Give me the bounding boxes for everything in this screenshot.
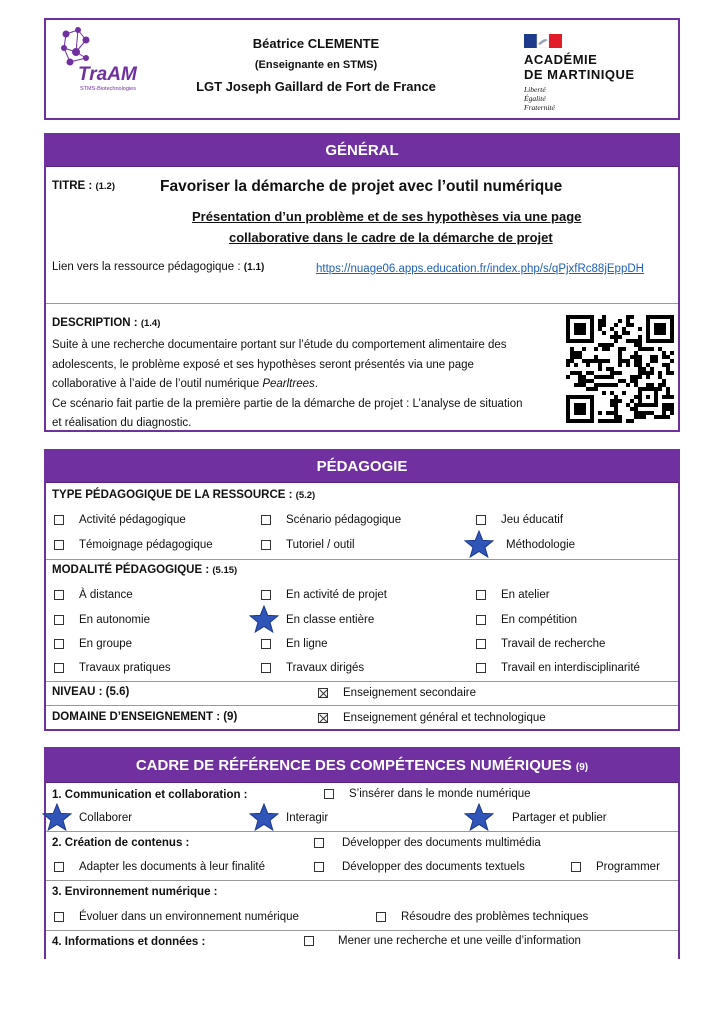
academy-logo — [524, 34, 664, 114]
modalite-competition[interactable]: En compétition — [476, 614, 486, 626]
description-text — [52, 336, 562, 434]
checked-checkbox[interactable] — [318, 688, 328, 698]
c2-programmer[interactable]: Programmer — [571, 861, 581, 873]
modalite-ligne[interactable]: En ligne — [261, 638, 271, 650]
type-label-wrap — [52, 489, 315, 501]
modalite-atelier[interactable]: En atelier — [476, 589, 486, 601]
c3-evoluer[interactable]: Évoluer dans un environnement numérique — [54, 911, 64, 923]
divider — [46, 303, 678, 304]
modalite-interdisciplinarite[interactable]: Travail en interdisciplinarité — [476, 662, 486, 674]
titre-code: (1.2) — [95, 181, 115, 192]
modalite-label-wrap — [52, 564, 237, 576]
resource-subtitle-1: Présentation d’un problème et de ses hypothèses via une page — [192, 209, 582, 224]
modalite-autonomie[interactable]: En autonomie — [54, 614, 64, 626]
c3-resoudre[interactable]: Résoudre des problèmes techniques — [376, 911, 386, 923]
logo-text: TraAM — [78, 64, 137, 85]
description-line-5: et réalisation du diagnostic. — [52, 417, 192, 429]
modalite-distance[interactable]: À distance — [54, 589, 64, 601]
pearltrees-name: Pearltrees — [262, 378, 315, 390]
academy-line1: ACADÉMIE — [524, 52, 598, 67]
type-activite[interactable]: Activité pédagogique — [54, 514, 64, 526]
academy-line2: DE MARTINIQUE — [524, 67, 635, 82]
c3-label: 3. Environnement numérique : — [52, 886, 218, 898]
resource-subtitle-2: collaborative dans le cadre de la démarche de projet — [229, 230, 553, 245]
author-name: Béatrice CLEMENTE — [252, 36, 380, 51]
type-code: (5.2) — [295, 490, 316, 501]
checkbox[interactable] — [261, 515, 271, 525]
pedagogie-section-title: PÉDAGOGIE — [46, 451, 678, 483]
c2-label: 2. Création de contenus : — [52, 837, 190, 849]
modalite-label: MODALITÉ PÉDAGOGIQUE : — [52, 564, 210, 576]
description-line-4: Ce scénario fait partie de la première partie de la démarche de projet : L’analyse de situation — [52, 397, 523, 410]
checkbox[interactable] — [476, 515, 486, 525]
description-label-wrap — [52, 317, 160, 329]
competences-section: CADRE DE RÉFÉRENCE DES COMPÉTENCES NUMÉRIQUES (9) 1. Communication et collaboration : S’insérer dans le monde numérique Collaborer Interagir Partager et publier 2. Création de contenus : Développer des documents multimédia Adapter les documents à leur finalité Développer des documents textuels Programmer 3. Environnement numérique : Évoluer dans un environnement numérique Résoudre des problèmes techniques 4. Informations et données : Mener une recherche et une veille d’information — [44, 747, 680, 959]
modalite-td[interactable]: Travaux dirigés — [261, 662, 271, 674]
type-label: TYPE PÉDAGOGIQUE DE LA RESSOURCE : — [52, 489, 293, 501]
motto-3: Fraternité — [524, 103, 555, 112]
divider — [46, 559, 678, 560]
resource-link[interactable]: https://nuage06.apps.education.fr/index.php/s/qPjxfRc88jEppDH — [316, 263, 644, 275]
c2-adapter[interactable]: Adapter les documents à leur finalité — [54, 861, 64, 873]
c1-label: 1. Communication et collaboration : — [52, 789, 248, 801]
divider — [46, 930, 678, 931]
type-temoignage[interactable]: Témoignage pédagogique — [54, 539, 64, 551]
author-block — [196, 36, 436, 94]
competences-code: (9) — [575, 762, 589, 773]
modalite-groupe[interactable]: En groupe — [54, 638, 64, 650]
general-section — [44, 133, 680, 432]
divider — [46, 831, 678, 832]
checkbox[interactable] — [54, 540, 64, 550]
checkbox[interactable] — [261, 540, 271, 550]
description-code: (1.4) — [140, 318, 161, 329]
description-label: DESCRIPTION : — [52, 317, 138, 329]
c2-multimedia[interactable]: Développer des documents multimédia — [314, 837, 324, 849]
c4-label: 4. Informations et données : — [52, 936, 206, 948]
c2-textuels[interactable]: Développer des documents textuels — [314, 861, 324, 873]
author-role: (Enseignante en STMS) — [254, 59, 378, 71]
modalite-tp[interactable]: Travaux pratiques — [54, 662, 64, 674]
modalite-projet[interactable]: En activité de projet — [261, 589, 271, 601]
divider — [46, 705, 678, 706]
description-line-3: collaborative à l’aide de l’outil numérique Pearltrees. — [52, 378, 318, 390]
pedagogie-section: PÉDAGOGIE TYPE PÉDAGOGIQUE DE LA RESSOURCE : (5.2) Activité pédagogique Scénario pédagogique Jeu éducatif Témoignage pédagogique Tutoriel / outil Méthodologie MODALITÉ PÉDAGOGIQUE : (5.15) À distance En activité de projet En atelier En autonomie En classe entière En compétition En groupe En ligne Travail de recherche Travaux pratiques Travaux dirigés Travail en interdisciplinarité NIVEAU : (5.6) Enseignement secondaire DOMAINE D’ENSEIGNEMENT : (9) Enseignement général et technologique — [44, 449, 680, 731]
link-label: Lien vers la ressource pédagogique : — [52, 261, 241, 273]
type-scenario[interactable]: Scénario pédagogique — [261, 514, 271, 526]
type-tutoriel[interactable]: Tutoriel / outil — [261, 539, 271, 551]
traam-logo — [52, 26, 144, 96]
description-line-2: adolescents, le problème exposé et ses hypothèses seront présentés via une page — [52, 358, 474, 371]
type-jeu[interactable]: Jeu éducatif — [476, 514, 486, 526]
domaine-general-techno[interactable]: Enseignement général et technologique — [318, 712, 328, 724]
checkbox[interactable] — [54, 515, 64, 525]
checked-checkbox[interactable] — [318, 713, 328, 723]
marianne-flag-icon — [524, 34, 562, 48]
domaine-label: DOMAINE D’ENSEIGNEMENT : (9) — [52, 711, 238, 723]
titre-label-wrap — [52, 180, 115, 192]
header-frame — [44, 18, 680, 120]
link-label-wrap — [52, 261, 264, 273]
modalite-recherche[interactable]: Travail de recherche — [476, 638, 486, 650]
c4-recherche[interactable]: Mener une recherche et une veille d’information — [304, 935, 314, 947]
c1-inserer[interactable]: S’insérer dans le monde numérique — [324, 788, 334, 800]
description-line-1: Suite à une recherche documentaire portant sur l’étude du comportement alimentaire des — [52, 339, 507, 351]
divider — [46, 880, 678, 881]
link-code: (1.1) — [243, 262, 265, 273]
titre-label: TITRE : — [52, 180, 93, 192]
resource-title: Favoriser la démarche de projet avec l’outil numérique — [160, 178, 563, 195]
qr-code[interactable] — [566, 315, 674, 423]
school-name: LGT Joseph Gaillard de Fort de France — [196, 79, 436, 94]
motto-1: Liberté — [524, 85, 546, 94]
general-section-title: GÉNÉRAL — [46, 135, 678, 167]
motto-2: Égalité — [524, 94, 546, 103]
niveau-label: NIVEAU : (5.6) — [52, 686, 130, 698]
logo-subtext: STMS-Biotechnologies — [80, 86, 136, 92]
divider — [46, 681, 678, 682]
modalite-code: (5.15) — [212, 565, 238, 576]
competences-section-title: CADRE DE RÉFÉRENCE DES COMPÉTENCES NUMÉRIQUES (9) — [46, 749, 678, 783]
niveau-secondaire[interactable]: Enseignement secondaire — [318, 687, 328, 699]
